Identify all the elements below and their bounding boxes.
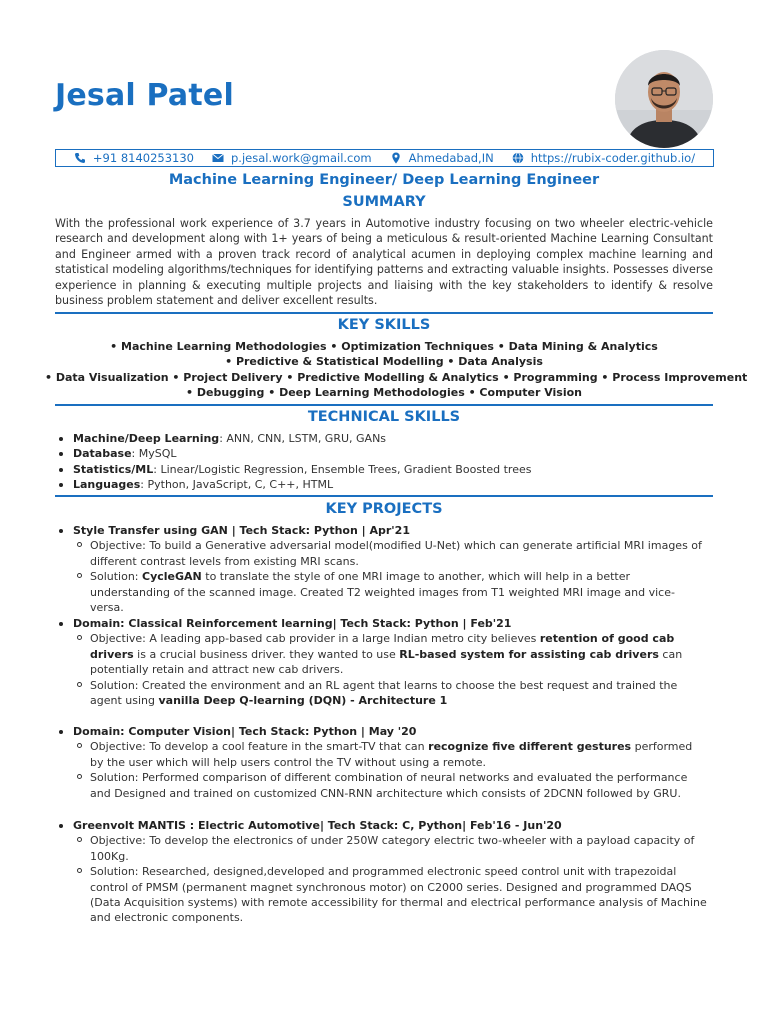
project-item — [58, 818, 718, 926]
technical-skills-list — [58, 431, 531, 493]
objective-text: Objective: To develop a cool feature in the smart-TV that can — [90, 740, 429, 754]
project-item — [58, 724, 718, 801]
candidate-name: Jesal Patel — [55, 78, 234, 113]
project-objective — [90, 631, 708, 677]
section-divider — [55, 404, 713, 406]
key-skills-line: • Debugging • Deep Learning Methodologies • Computer Vision — [186, 386, 582, 400]
key-skills-line: • Machine Learning Methodologies • Optimization Techniques • Data Mining & Analytics — [110, 340, 658, 353]
objective-highlight: RL-based system for assisting cab drivers — [399, 647, 659, 661]
contact-phone[interactable] — [74, 151, 194, 165]
key-skills-heading: KEY SKILLS — [337, 317, 431, 333]
contact-email[interactable] — [212, 151, 372, 165]
solution-highlight: CycleGAN — [142, 570, 202, 584]
project-objective: Objective: To build a Generative adversarial model(modified U-Net) which can generate artificial MRI images of different contrast levels from existing MRI scans. — [90, 538, 708, 569]
solution-text: Solution: — [90, 570, 143, 584]
contact-bar — [55, 149, 714, 167]
objective-text: performed by the user which will help users control the TV without using a remote. — [90, 740, 693, 769]
list-item — [58, 477, 531, 492]
skill-label: Database — [73, 447, 132, 461]
project-item — [58, 523, 718, 615]
skill-label: Machine/Deep Learning — [73, 432, 220, 445]
solution-text: Solution: Created the environment and an RL agent that learns to choose the best request and trained the agent using — [90, 678, 678, 708]
objective-highlight: retention of good cab drivers — [90, 632, 675, 661]
project-title: Greenvolt MANTIS : Electric Automotive| Tech Stack: C, Python| Feb'16 - Jun'20 — [58, 818, 718, 833]
solution-highlight: vanilla Deep Q-learning (DQN) - Architecture 1 — [158, 694, 448, 708]
contact-location — [390, 151, 494, 165]
phone-icon — [74, 152, 86, 164]
summary-heading: SUMMARY — [342, 194, 426, 210]
project-title: Domain: Computer Vision| Tech Stack: Python | May '20 — [58, 724, 718, 739]
website-link: https://rubix-coder.github.io/ — [530, 151, 696, 165]
project-objective: Objective: To develop the electronics of under 250W category electric two-wheeler with a payload capacity of 100Kg. — [90, 833, 708, 864]
email-text: p.jesal.work@gmail.com — [231, 151, 372, 165]
key-skills-line: • Data Visualization • Project Delivery • Predictive Modelling & Analytics • Programming • Process Improvement — [45, 370, 748, 384]
globe-icon — [512, 152, 524, 164]
project-solution: Solution: Researched, designed,developed and programmed electronic speed control unit with trapezoidal control of PMSM (permanent magnet synchronous motor) on C2000 series. Designed and programmed DAQS (Data Acquisition systems) with remote accessibility for thermal and electrical performance analysis of Machine and electronic components. — [90, 865, 707, 925]
profile-photo — [615, 50, 713, 148]
project-solution — [90, 678, 708, 709]
section-divider — [55, 495, 713, 497]
technical-skills-heading: TECHNICAL SKILLS — [307, 409, 461, 425]
project-title: Style Transfer using GAN | Tech Stack: Python | Apr'21 — [58, 523, 718, 538]
envelope-icon — [212, 152, 224, 164]
contact-website[interactable] — [512, 151, 695, 165]
location-text: Ahmedabad,IN — [408, 151, 494, 165]
project-solution: Solution: Performed comparison of different combination of neural networks and evaluated the performance and Designed and trained on customized CNN-RNN architecture which consists of 2DCNN followed by GRU. — [90, 770, 708, 801]
skill-value: : MySQL — [131, 447, 177, 461]
skill-value: : ANN, CNN, LSTM, GRU, GANs — [219, 432, 387, 445]
phone-text: +91 8140253130 — [92, 151, 194, 165]
project-objective — [90, 739, 708, 770]
project-title: Domain: Classical Reinforcement learning| Tech Stack: Python | Feb'21 — [58, 616, 718, 631]
skill-value: : Python, JavaScript, C, C++, HTML — [140, 478, 334, 492]
objective-highlight: recognize five different gestures — [428, 740, 632, 754]
objective-text: is a crucial business driver. they wanted to use — [133, 647, 400, 661]
key-projects-heading: KEY PROJECTS — [325, 501, 443, 517]
skill-value: : Linear/Logistic Regression, Ensemble Trees, Gradient Boosted trees — [153, 462, 532, 476]
solution-text: to translate the style of one MRI image to another, which will help in a better understanding of the scanned image. Created T2 weighted images from T1 weighted MRI image and vice-versa. — [90, 570, 675, 615]
objective-text: Objective: A leading app-based cab provider in a large Indian metro city believes — [90, 632, 540, 646]
job-role-title: Machine Learning Engineer/ Deep Learning Engineer — [168, 172, 600, 188]
key-skills-list — [45, 339, 748, 401]
project-item — [58, 616, 718, 708]
list-item — [58, 431, 531, 446]
key-skills-line: • Predictive & Statistical Modelling • Data Analysis — [225, 355, 543, 369]
skill-label: Statistics/ML — [73, 462, 154, 476]
summary-text: With the professional work experience of 3.7 years in Automotive industry focusing on two wheeler electric-vehicle research and development along with 1+ years of being a meticulous & result-oriented Machine Learning Consultant and Engineer armed with a proven track record of analytical acumen in deploying complex machine learning and statistical modeling algorithms/techniques for identifying patterns and extracting valuable insights. Possesses diverse experience in planning & executing multiple projects and liaising with the key stakeholders to identify & resolve business problem statement and deliver excellent results. — [55, 217, 713, 308]
list-item — [58, 446, 531, 461]
skill-label: Languages — [73, 478, 141, 492]
map-pin-icon — [390, 152, 402, 164]
section-divider — [55, 312, 713, 314]
objective-text: can potentially retain and attract new cab drivers. — [90, 647, 683, 677]
project-solution — [90, 569, 708, 615]
list-item — [58, 462, 531, 477]
